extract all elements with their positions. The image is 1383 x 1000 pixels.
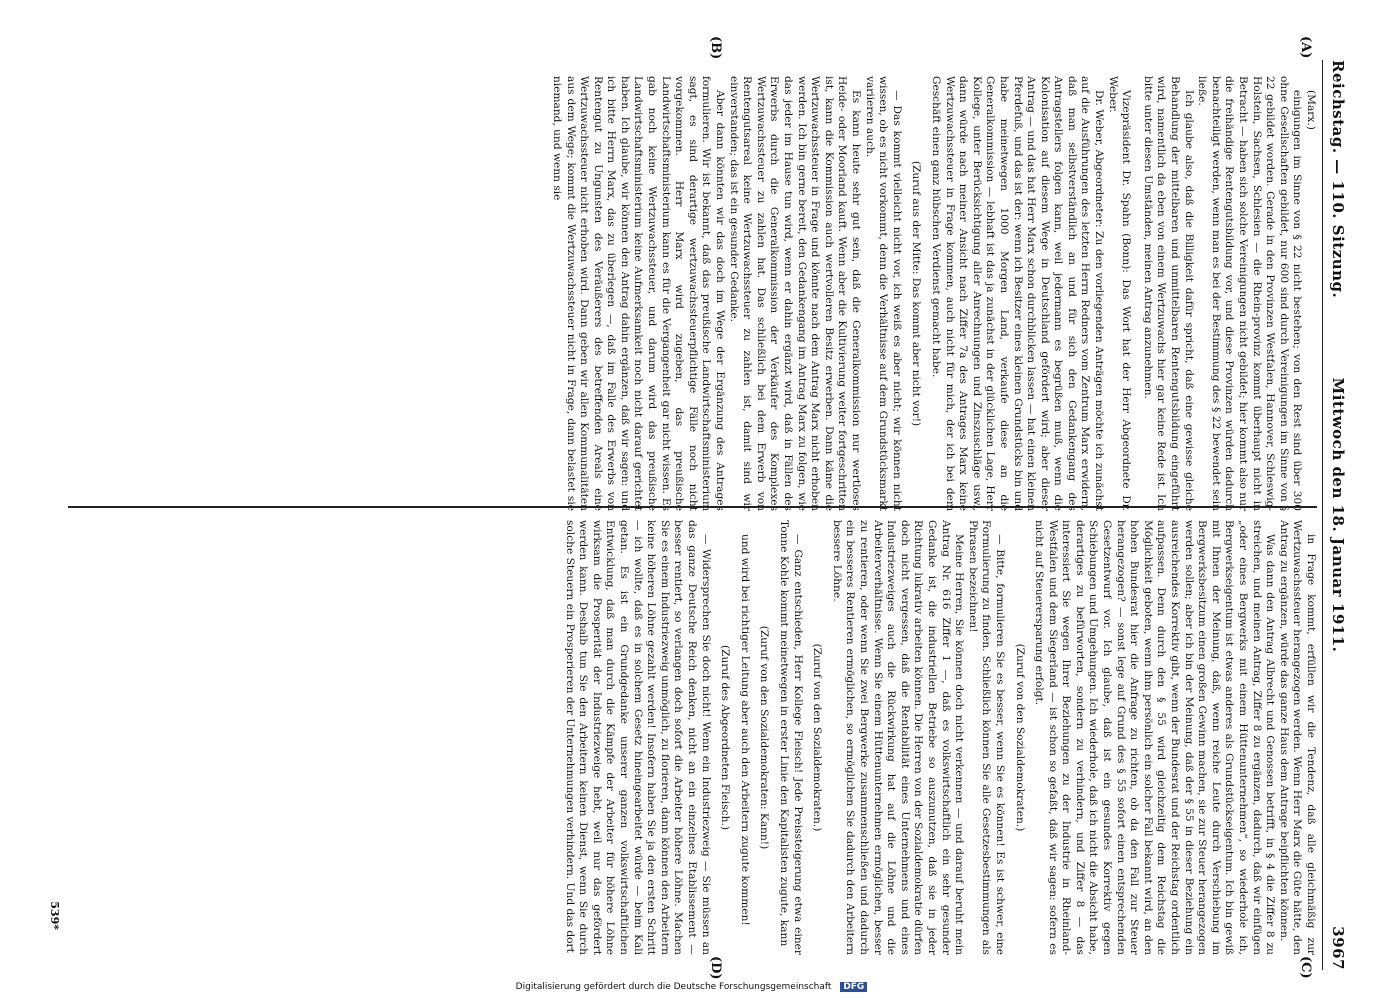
paragraph: — Bitte, formulieren Sie es besser, wenn Sie es können! Es ist schwer, eine Formulierung zu finden. Schließlich können Sie alle Gesetzesbestimmungen als Phrasen bezeichnen! xyxy=(966,520,1006,955)
margin-mark-d: (D) xyxy=(708,956,723,980)
paragraph: — Widersprechen Sie doch nicht! Wenn ein Industriezweig — Sie müssen an das ganze Deutsche Reich denken, nicht an ein einzelnes Etablissement — besser rentiert, so verlangen doch sofort die Arbeiter höhere Löhne. Machen Sie es einem Industriezweig unmöglich, zu florieren, dann können den Arbeitern keine höheren Löhne gezahlt werden! Insofern haben Sie ja den ersten Schritt — ich wollte, daß es in solchem Gesetz hineingearbeitet würde — beim Kali getan. Es ist ein Grundgedanke unserer ganzen volkswirtschaftlichen Entwicklung, daß man durch die Kämpfe der Arbeiter für höhere Löhne wirksam die Prosperität der Industriezweige hebt, weil nur das gefördert werden kann. Deshalb tun Sie den Arbeitern keinen Dienst, wenn Sie durch solche Steuern ein Prosperieren der Unternehmungen verhindern. Und das dort xyxy=(563,520,712,955)
sheet-signature: 539* xyxy=(48,901,61,930)
paragraph: (Marx.) xyxy=(1305,90,1317,130)
left-column xyxy=(68,76,1317,511)
column-divider xyxy=(68,506,1317,508)
speaker-line: Vizepräsident Dr. Spahn (Bonn): Das Wort hat der Herr Abgeordnete Dr. Weber. xyxy=(1106,76,1133,511)
paragraph: in Frage kommt, erfüllen wir die Tendenz, daß alle gleichmäßig zur Wertzuwachssteuer herangezogen werden. Wenn Herr Marx die Güte hätte, den Antrag zu ergänzen, würde das ganze Haus dem Antrage beipflichten können. xyxy=(1277,520,1317,955)
header-rule xyxy=(1322,60,1323,970)
paragraph: Meine Herren, Sie können doch nicht verkennen — und darauf beruht mein Antrag Nr. 616 Ziffer 1 —, daß es volkswirtschaftlich ein sehr gesunder Gedanke ist, die industriellen Betriebe so auszunutzen, daß sie in jeder Richtung lukrativ arbeiten können. Die Herren von der Sozialdemokratie dürfen doch nicht vergessen, daß die Rentabilität eines Unternehmens und eines Industriezweiges auch die Rückwirkung hat auf die Löhne und die Arbeiterverhältnisse. Wenn Sie einem Hüttenunternehmen ermöglichen, besser zu rentieren, oder wenn Sie zwei Bergwerke zusammenschließen und dadurch ein besseres Rentieren ermöglichen, so ermöglichen Sie dadurch den Arbeitern bessere Löhne. xyxy=(830,520,966,955)
margin-mark-a: (A) xyxy=(1298,36,1313,59)
credit-text: Digitalisierung gefördert durch die Deutsche Forschungsgemeinschaft xyxy=(515,982,832,992)
interjection: (Zuruf von den Sozialdemokraten: Kann!) xyxy=(758,625,771,850)
page-number: 3967 xyxy=(1329,926,1347,970)
paragraph: Ich glaube also, daß die Billigkeit dafür spricht, daß eine gewisse gleiche Behandlung der mittelbaren und unmittelbaren Rentengutsbildung eingeführt wird, namentlich da eben von einem Wertzuwachs hier gar keine Rede ist. Ich bitte unter diesen Umständen, meinen Antrag anzunehmen. xyxy=(1141,76,1195,511)
paragraph: — Das kommt vielleicht nicht vor, ich weiß es aber nicht; wir können nicht wissen, ob es nicht vorkommt, denn die Verhältnisse auf dem Grundstücksmarkt variieren auch. xyxy=(863,76,903,511)
paragraph: — Ganz entschieden, Herr Kollege Fleisch! Jede Preissteigerung etwa einer Tonne Kohle kommt meinetwegen in erster Linie den Kapitalisten zugute, kann xyxy=(778,520,804,955)
interjection: (Zuruf aus der Mitte: Das kommt aber nicht vor!) xyxy=(910,160,923,427)
paragraph: und wird bei richtiger Leitung aber auch den Arbeitern zugute kommen! xyxy=(738,534,751,926)
paragraph: Es kann heute sehr gut sein, daß die Generalkommission nur wertloses Heide- oder Moorland kauft. Wenn aber die Kultivierung weiter fortgeschritten ist, kann die Kommission auch wertvolleren Besitz erwerben. Dann käme die Wertzuwachssteuer in Frage und könnte nach dem Antrag Marx nicht erhoben werden. Ich bin gerne bereit, den Gedankengang im Antrag Marx zu folgen, wie das jeder im Hause tun wird, wenn er dahin ergänzt wird, daß in Fällen des Erwerbs durch die Generalkommission der Verkäufer des Komplexes Wertzuwachssteuer zu zahlen hat. Das schließlich bei dem Erwerb von Rentengutsareal keine Wertzuwachssteuer zu zahlen ist, damit sind wir einverstanden; das ist ein gesunder Gedanke. xyxy=(727,76,862,511)
interjection: (Zuruf des Abgeordneten Fleisch.) xyxy=(719,645,732,830)
margin-mark-b: (B) xyxy=(708,36,723,60)
paragraph: Dr. Weber, Abgeordneter: Zu den vorliegenden Anträgen möchte ich zunächst auf die Ausführungen des letzten Herrn Redners vom Zentrum Marx erwidern, daß man selbstverständlich an und für sich den Gedankengang des Antragstellers folgen kann, weil jedermann es begrüßen muß, wenn die Kolonisation auf diesem Wege in Deutschland gefördert wird; aber dieser Antrag — und das hat Herr Marx schon durchblicken lassen — hat einen kleinen Pferdefuß, und das ist der: wenn ich Besitzer eines kleinen Grundstücks bin und habe meinetwegen 1000 Morgen Land, verkaufe diese an die Generalkommission — lebhaft ist das ja zunächst in der glücklichen Lage, Herr Kollege, unter Berücksichtigung aller Anrechnungen und Zinszuschläge usw., dann würde nach meiner Ansicht nach Ziffer 7a des Antrages Marx keine Wertzuwachssteuer in Frage kommen, auch nicht für mich, der ich bei dem Geschäft einen ganz hübschen Verdienst gemacht habe. xyxy=(929,76,1106,511)
interjection: (Zuruf von den Sozialdemokraten.) xyxy=(811,643,824,832)
right-column xyxy=(68,520,1317,955)
header-left: Reichstag. — 110. Sitzung. xyxy=(1329,60,1347,299)
digitization-credit xyxy=(0,982,1383,998)
paragraph: Was dann den Antrag Albrecht und Genossen betrifft, in § 4 die Ziffer 8 zu streichen, und meinen Antrag, Ziffer 8 zu ergänzen, dadurch, daß wir einfügen „oder eines Bergwerks mit einem Hüttenunternehmen“, so wiederhole ich, Bergwerkseigentum ist etwas anderes als Grundstückseigentum. Ich bin gewiß mit Ihnen der Meinung, daß, wenn reiche Leute durch Verschiebung im Bergwerksbesitzum einen großen Gewinn machen, sie zur Steuer herangezogen werden sollen; aber ich bin der Meinung, daß der § 55 in dieser Beziehung ein ausreichendes Korrektiv gibt, wenn der Bundesrat und der Reichstag ordentlich aufpassen. Denn durch den § 55 wird gleichzeitig dem Reichstag die Möglichkeit geboten, wenn ihm persönlich ein solcher Fall bekannt wird, an den hohen Bundesrat hier die Anfrage zu richten, ob da den Fall zur Steuer herangezogen? — sonst lege auf Grund des § 55 sofort einen entsprechenden Gesetzentwurf vor. Ich glaube, daß ist ein gesundes Korrektiv gegen Schiebungen und Umgehungen. Ich wiederhole, daß ich nicht die Absicht habe, derartiges zu befürworten, sondern zu verhindern, und Ziffer 8 — das interessiert Sie wegen Ihrer Beziehungen zu der Industrie in Rheinland-Westfalen und dem Siegerland — ist schon so gefaßt, daß wir sagen: sofern es nicht auf Steuerersparung erfolgt. xyxy=(1033,520,1277,955)
page-header xyxy=(1321,60,1347,970)
dfg-logo: DFG xyxy=(840,982,867,992)
interjection: (Zuruf von den Sozialdemokraten.) xyxy=(1013,643,1026,832)
header-date: Mittwoch den 18. Januar 1911. xyxy=(1329,377,1347,653)
paragraph: Aber dann könnten wir das doch im Wege der Ergänzung des Antrages formulieren. Wir ist bekannt, daß das preußische Landwirtschaftsministerium sagt, es sind derartige wertzuwachssteuerpflichtige Fälle noch nicht vorgekommen. Herr Marx wird zugeben, das preußische Landwirtschaftsministerium kann es für die Vergangenheit gar nicht wissen. Es gab noch keine Wertzuwachssteuer, und darum wird das preußische Landwirtschaftsministerium keine Aufmerksamkeit noch nicht darauf gerichtet haben. Ich glaube, wir können den Antrag dahin ergänzen, daß wir sagen: und ich bitte Herrn Marx, das zu überlegen —, daß im Falle des Erwerbs von Rentengut zu Ungunsten des Veräußerers des betreffenden Areals eine Wertzuwachssteuer nicht erhoben wird. Dann geben wir allen Kommunalitäten aus dem Wege; kommt die Wertzuwachssteuer nicht in Frage, dann belastet sie niemand, und wenn sie xyxy=(550,76,727,511)
paragraph: einigungen im Sinne von § 22 nicht bestehen; von den Rest sind über 300 ohne Gesellschaften gebildet, nur 600 sind durch Vereinigungen im Sinne von § 22 gebildet worden. Gerade in den Provinzen Westfalen, Hannover, Schleswig-Holstein, Sachsen, Schlesien — die Rhein-provinz kommt überhaupt nicht in Betracht — haben sich solche Vereinigungen nicht gebildet; hier kommt also nur die freihändige Rentengutsbildung vor, und diese Provinzen würden dadurch benachteiligt werden, wenn man es bei der Bestimmung des § 22 bewendet sein ließe. xyxy=(1196,76,1304,511)
margin-mark-c: (C) xyxy=(1298,956,1313,979)
